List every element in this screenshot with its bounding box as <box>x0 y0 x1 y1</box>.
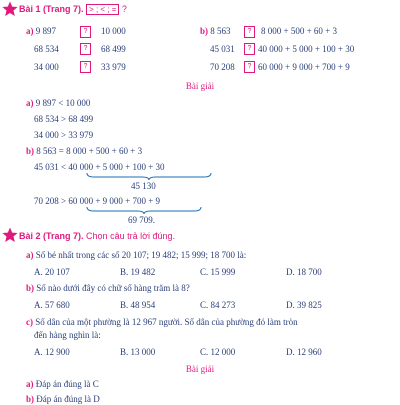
exercise-1-title: Bài 1 (Trang 7). <box>19 4 84 14</box>
sol-a-2: 68 534 > 68 499 <box>34 114 94 124</box>
sol-a-text-1: 9 897 < 10 000 <box>35 98 91 108</box>
sol-b-text-1: 8 563 = 8 000 + 500 + 60 + 3 <box>36 146 143 156</box>
a-left-3: 34 000 <box>34 62 59 72</box>
option-a-D[interactable]: D. 18 700 <box>286 267 322 277</box>
compare-box[interactable]: ? <box>80 43 91 55</box>
option-a-B[interactable]: B. 19 482 <box>120 267 156 277</box>
question-b <box>26 283 190 294</box>
answer-a-text: Đáp án đúng là C <box>35 379 99 389</box>
sol-a-3: 34 000 > 33 979 <box>34 130 94 140</box>
question-c-text-1: Số dân của một phường là 12 967 người. Số dân của phường đó làm tròn <box>35 317 298 327</box>
option-a-C[interactable]: C. 15 999 <box>200 267 236 277</box>
question-c-text-2: đến hàng nghìn là: <box>34 330 101 340</box>
answer-a <box>26 379 99 390</box>
label-b: b) <box>200 26 209 36</box>
label-a: a) <box>26 379 34 389</box>
question-mark: ? <box>121 4 127 14</box>
compare-box[interactable]: ? <box>244 61 255 73</box>
option-a-A[interactable]: A. 20 107 <box>34 267 70 277</box>
sol-b-1 <box>26 146 142 157</box>
b-left-3: 70 208 <box>210 62 235 72</box>
brace-1 <box>86 172 212 181</box>
question-c <box>26 317 298 328</box>
label-b: b) <box>26 283 37 293</box>
option-c-C[interactable]: C. 12 000 <box>200 347 236 357</box>
option-c-A[interactable]: A. 12 900 <box>34 347 70 357</box>
ex1-b-row-1 <box>200 26 231 37</box>
label-b: b) <box>26 394 35 404</box>
label-a: a) <box>26 98 34 108</box>
star-icon <box>2 227 18 243</box>
a-right-3: 33 979 <box>101 62 126 72</box>
b-right-3: 60 000 + 9 000 + 700 + 9 <box>258 62 350 72</box>
label-b: b) <box>26 146 35 156</box>
b-left-1: 8 563 <box>210 26 231 36</box>
solution-title-2: Bài giải <box>185 364 215 374</box>
label-a: a) <box>26 26 34 36</box>
signs-box: > ; < ; = <box>86 4 119 15</box>
sol-b2-left: 45 031 < <box>34 162 69 172</box>
exercise-2-header <box>19 231 175 242</box>
option-b-D[interactable]: D. 39 825 <box>286 300 322 310</box>
compare-box[interactable]: ? <box>80 61 91 73</box>
option-b-A[interactable]: A. 57 680 <box>34 300 70 310</box>
compare-box[interactable]: ? <box>244 26 255 38</box>
question-a-text: Số bé nhất trong các số 20 107; 19 482; 15 999; 18 700 là: <box>35 250 247 260</box>
option-b-B[interactable]: B. 48 954 <box>120 300 156 310</box>
sol-b3-left: 70 208 > <box>34 196 69 206</box>
exercise-2-instruction: Chọn câu trả lời đúng. <box>86 231 176 241</box>
sol-a-1 <box>26 98 90 109</box>
a-right-2: 68 499 <box>101 44 126 54</box>
question-a <box>26 250 246 261</box>
option-c-D[interactable]: D. 12 960 <box>286 347 322 357</box>
compare-box[interactable]: ? <box>80 26 91 38</box>
sol-b3-sum: 69 709. <box>128 215 155 225</box>
label-a: a) <box>26 250 36 260</box>
exercise-1-header <box>19 4 127 15</box>
compare-box[interactable]: ? <box>244 43 255 55</box>
star-icon <box>2 1 18 17</box>
sol-b2-sum: 45 130 <box>131 181 156 191</box>
b-right-1: 8 000 + 500 + 60 + 3 <box>261 26 337 36</box>
b-left-2: 45 031 <box>210 44 235 54</box>
ex1-a-row-1 <box>26 26 56 37</box>
a-left-1: 9 897 <box>35 26 56 36</box>
sol-b2-expr: 40 000 + 5 000 + 100 + 30 <box>68 162 165 172</box>
sol-b3-expr: 60 000 + 9 000 + 700 + 9 <box>68 196 161 206</box>
option-c-B[interactable]: B. 13 000 <box>120 347 156 357</box>
label-c: c) <box>26 317 36 327</box>
exercise-2-title: Bài 2 (Trang 7). <box>19 231 84 241</box>
a-right-1: 10 000 <box>101 26 126 36</box>
solution-title-1: Bài giải <box>185 81 215 91</box>
a-left-2: 68 534 <box>34 44 59 54</box>
brace-2 <box>86 206 202 215</box>
b-right-2: 40 000 + 5 000 + 100 + 30 <box>258 44 355 54</box>
option-b-C[interactable]: C. 84 273 <box>200 300 236 310</box>
answer-b-text: Đáp án đúng là D <box>36 394 100 404</box>
question-b-text: Số nào dưới đây có chữ số hàng trăm là 8? <box>36 283 190 293</box>
